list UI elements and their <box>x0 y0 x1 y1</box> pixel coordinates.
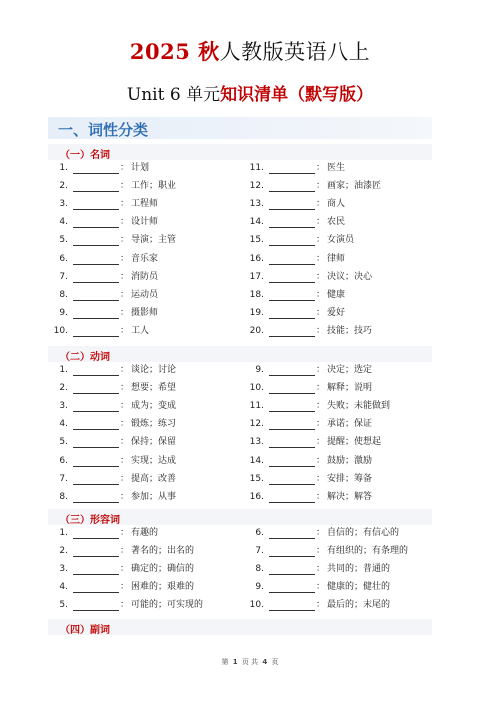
colon-separator: ： <box>316 163 326 173</box>
answer-blank[interactable] <box>269 583 315 593</box>
colon-separator: ： <box>120 600 130 611</box>
colon-separator: ： <box>316 564 326 575</box>
vocab-number: 2. <box>59 383 68 394</box>
vocab-item <box>52 234 176 246</box>
vocab-item <box>248 527 399 539</box>
vocab-number: 5. <box>59 235 68 246</box>
vocab-number: 3. <box>59 199 68 210</box>
vocab-number: 4. <box>59 582 68 593</box>
colon-separator: ： <box>120 401 130 412</box>
chinese-meaning: 成为；变成 <box>131 401 177 412</box>
answer-blank[interactable] <box>73 457 119 467</box>
answer-blank[interactable] <box>269 255 315 265</box>
chinese-meaning: 摄影师 <box>131 307 159 318</box>
title-textbook: 人教版英语八上 <box>219 40 371 64</box>
colon-separator: ： <box>316 289 326 300</box>
vocab-number: 1. <box>59 365 68 375</box>
answer-blank[interactable] <box>73 291 119 301</box>
answer-blank[interactable] <box>269 438 315 448</box>
vocab-number: 8. <box>59 491 68 502</box>
colon-separator: ： <box>316 419 326 430</box>
colon-separator: ： <box>120 163 130 173</box>
document-subtitle <box>0 80 500 105</box>
answer-blank[interactable] <box>269 402 315 412</box>
answer-blank[interactable] <box>73 384 119 394</box>
colon-separator: ： <box>316 365 326 375</box>
chinese-meaning: 有组织的；有条理的 <box>327 546 409 557</box>
vocab-item <box>248 253 345 265</box>
answer-blank[interactable] <box>73 236 119 246</box>
colon-separator: ： <box>316 437 326 448</box>
vocab-item <box>52 563 194 575</box>
vocab-number: 15. <box>249 473 264 484</box>
vocab-item <box>248 271 372 283</box>
vocab-item <box>248 473 372 485</box>
vocab-number: 14. <box>249 217 264 228</box>
chinese-meaning: 消防员 <box>131 271 159 282</box>
chinese-meaning: 安排；筹备 <box>327 473 373 484</box>
colon-separator: ： <box>316 325 326 336</box>
colon-separator: ： <box>120 564 130 575</box>
answer-blank[interactable] <box>269 164 315 174</box>
vocab-number: 9. <box>255 365 264 375</box>
chinese-meaning: 提醒；使想起 <box>327 437 382 448</box>
vocab-number: 11. <box>249 163 264 173</box>
vocab-item <box>248 382 372 394</box>
colon-separator: ： <box>316 383 326 394</box>
colon-separator: ： <box>316 600 326 611</box>
answer-blank[interactable] <box>269 200 315 210</box>
vocab-number: 8. <box>255 564 264 575</box>
vocab-item <box>52 325 149 337</box>
answer-blank[interactable] <box>269 218 315 228</box>
answer-blank[interactable] <box>73 547 119 557</box>
colon-separator: ： <box>120 365 130 375</box>
colon-separator: ： <box>316 235 326 246</box>
vocab-item <box>52 216 158 228</box>
answer-blank[interactable] <box>269 327 315 337</box>
footer-total-pages: 4 <box>262 658 268 666</box>
footer-page-number: 1 <box>232 658 238 666</box>
vocab-item <box>248 455 372 467</box>
chinese-meaning: 承诺；保证 <box>327 419 373 430</box>
colon-separator: ： <box>120 253 130 264</box>
category-label: （四）副词 <box>60 625 110 636</box>
chinese-meaning: 导演；主管 <box>131 235 177 246</box>
answer-blank[interactable] <box>269 493 315 503</box>
vocab-number: 1. <box>59 528 68 538</box>
answer-blank[interactable] <box>269 601 315 611</box>
vocab-item <box>248 364 372 376</box>
chinese-meaning: 保持；保留 <box>131 437 177 448</box>
category-label: （一）名词 <box>60 150 110 161</box>
colon-separator: ： <box>120 455 130 466</box>
colon-separator: ： <box>120 383 130 394</box>
answer-blank[interactable] <box>73 438 119 448</box>
vocab-item <box>52 418 176 430</box>
vocab-item <box>52 253 158 265</box>
colon-separator: ： <box>316 307 326 318</box>
colon-separator: ： <box>316 181 326 192</box>
chinese-meaning: 工程师 <box>131 199 159 210</box>
vocab-item <box>248 599 390 611</box>
colon-separator: ： <box>316 271 326 282</box>
chinese-meaning: 谈论；讨论 <box>131 365 177 375</box>
answer-blank[interactable] <box>269 309 315 319</box>
vocab-item <box>248 198 345 210</box>
vocab-number: 7. <box>255 546 264 557</box>
chinese-meaning: 商人 <box>327 199 346 210</box>
chinese-meaning: 自信的；有信心的 <box>327 528 400 538</box>
vocab-number: 20. <box>249 325 264 336</box>
vocab-item <box>52 382 176 394</box>
chinese-meaning: 设计师 <box>131 217 159 228</box>
vocab-item <box>248 418 372 430</box>
vocab-item <box>248 400 390 412</box>
colon-separator: ： <box>316 253 326 264</box>
vocab-item <box>52 581 194 593</box>
answer-blank[interactable] <box>73 565 119 575</box>
vocab-number: 16. <box>249 491 264 502</box>
vocab-item <box>52 545 194 557</box>
chinese-meaning: 解决；解答 <box>327 491 373 502</box>
answer-blank[interactable] <box>73 529 119 539</box>
answer-blank[interactable] <box>269 529 315 539</box>
vocab-number: 9. <box>59 307 68 318</box>
colon-separator: ： <box>316 491 326 502</box>
answer-blank[interactable] <box>73 200 119 210</box>
colon-separator: ： <box>316 217 326 228</box>
vocab-item <box>52 436 176 448</box>
colon-separator: ： <box>120 181 130 192</box>
chinese-meaning: 著名的；出名的 <box>131 546 195 557</box>
vocab-item <box>248 436 381 448</box>
answer-blank[interactable] <box>73 164 119 174</box>
vocab-item <box>248 491 372 503</box>
vocab-item <box>248 581 390 593</box>
answer-blank[interactable] <box>269 547 315 557</box>
vocab-number: 12. <box>249 419 264 430</box>
vocab-number: 19. <box>249 307 264 318</box>
chinese-meaning: 爱好 <box>327 307 346 318</box>
chinese-meaning: 鼓励；激励 <box>327 455 373 466</box>
vocab-item <box>52 289 158 301</box>
title-year-season: 2025 秋 <box>129 39 220 64</box>
chinese-meaning: 决议；决心 <box>327 271 373 282</box>
answer-blank[interactable] <box>73 255 119 265</box>
answer-blank[interactable] <box>269 366 315 376</box>
vocab-item <box>52 180 176 192</box>
category-label: （二）动词 <box>60 352 110 363</box>
answer-blank[interactable] <box>73 327 119 337</box>
chinese-meaning: 参加；从事 <box>131 491 177 502</box>
chinese-meaning: 决定；选定 <box>327 365 373 375</box>
colon-separator: ： <box>120 419 130 430</box>
chinese-meaning: 实现；达成 <box>131 455 177 466</box>
colon-separator: ： <box>316 582 326 593</box>
colon-separator: ： <box>120 491 130 502</box>
vocab-item <box>248 180 381 192</box>
vocab-number: 6. <box>255 528 264 538</box>
chinese-meaning: 可能的；可实现的 <box>131 600 204 611</box>
footer-prefix: 第 <box>221 658 229 666</box>
answer-blank[interactable] <box>73 420 119 430</box>
vocab-number: 2. <box>59 546 68 557</box>
answer-blank[interactable] <box>73 601 119 611</box>
answer-blank[interactable] <box>269 273 315 283</box>
vocab-number: 13. <box>249 437 264 448</box>
colon-separator: ： <box>316 473 326 484</box>
vocab-item <box>248 307 345 319</box>
vocab-item <box>52 400 176 412</box>
vocab-number: 5. <box>59 600 68 611</box>
colon-separator: ： <box>120 437 130 448</box>
vocab-number: 13. <box>249 199 264 210</box>
answer-blank[interactable] <box>73 402 119 412</box>
vocab-number: 10. <box>53 325 68 336</box>
chinese-meaning: 女演员 <box>327 235 355 246</box>
vocab-number: 4. <box>59 419 68 430</box>
page-footer <box>0 657 500 667</box>
chinese-meaning: 健康的；健壮的 <box>327 582 391 593</box>
chinese-meaning: 锻炼；练习 <box>131 419 177 430</box>
chinese-meaning: 想要；希望 <box>131 383 177 394</box>
colon-separator: ： <box>120 473 130 484</box>
colon-separator: ： <box>120 546 130 557</box>
section-title: 一、词性分类 <box>58 121 149 139</box>
document-title <box>0 36 500 66</box>
vocab-item <box>248 289 345 301</box>
vocab-number: 14. <box>249 455 264 466</box>
answer-blank[interactable] <box>73 182 119 192</box>
vocab-item <box>248 325 372 337</box>
vocab-number: 2. <box>59 181 68 192</box>
vocab-item <box>52 198 158 210</box>
chinese-meaning: 健康 <box>327 289 346 300</box>
chinese-meaning: 失败；未能做到 <box>327 401 391 412</box>
vocab-number: 6. <box>59 455 68 466</box>
vocab-number: 5. <box>59 437 68 448</box>
vocab-number: 8. <box>59 289 68 300</box>
vocab-number: 18. <box>249 289 264 300</box>
vocab-number: 17. <box>249 271 264 282</box>
answer-blank[interactable] <box>269 384 315 394</box>
chinese-meaning: 共同的；普通的 <box>327 564 391 575</box>
vocab-item <box>52 455 176 467</box>
subtitle-type: 知识清单（默写版） <box>220 85 374 105</box>
vocab-number: 12. <box>249 181 264 192</box>
vocab-item <box>52 491 176 503</box>
chinese-meaning: 计划 <box>131 163 150 173</box>
chinese-meaning: 有趣的 <box>131 528 159 538</box>
colon-separator: ： <box>120 199 130 210</box>
vocab-item <box>52 162 149 174</box>
chinese-meaning: 画家；油漆匠 <box>327 181 382 192</box>
answer-blank[interactable] <box>73 583 119 593</box>
colon-separator: ： <box>120 307 130 318</box>
answer-blank[interactable] <box>73 493 119 503</box>
answer-blank[interactable] <box>73 366 119 376</box>
vocab-number: 11. <box>249 401 264 412</box>
vocab-number: 7. <box>59 473 68 484</box>
vocab-item <box>52 271 158 283</box>
answer-blank[interactable] <box>269 236 315 246</box>
vocab-number: 3. <box>59 401 68 412</box>
vocab-item <box>52 364 176 376</box>
vocab-number: 10. <box>249 383 264 394</box>
answer-blank[interactable] <box>269 420 315 430</box>
colon-separator: ： <box>120 325 130 336</box>
answer-blank[interactable] <box>73 273 119 283</box>
footer-middle: 页 共 <box>241 658 259 666</box>
answer-blank[interactable] <box>269 182 315 192</box>
vocab-item <box>248 563 390 575</box>
vocab-number: 6. <box>59 253 68 264</box>
chinese-meaning: 最后的；末尾的 <box>327 600 391 611</box>
vocab-item <box>248 216 345 228</box>
vocab-item <box>248 545 408 557</box>
subtitle-unit: Unit 6 单元 <box>126 85 221 105</box>
answer-blank[interactable] <box>73 218 119 228</box>
chinese-meaning: 工人 <box>131 325 150 336</box>
category-label: （三）形容词 <box>60 515 120 526</box>
vocab-number: 4. <box>59 217 68 228</box>
chinese-meaning: 音乐家 <box>131 253 159 264</box>
vocab-item <box>248 162 345 174</box>
vocab-number: 10. <box>249 600 264 611</box>
footer-suffix: 页 <box>271 658 279 666</box>
vocab-number: 9. <box>255 582 264 593</box>
vocab-item <box>52 527 158 539</box>
chinese-meaning: 运动员 <box>131 289 159 300</box>
vocab-item <box>52 307 158 319</box>
answer-blank[interactable] <box>269 291 315 301</box>
vocab-number: 3. <box>59 564 68 575</box>
chinese-meaning: 工作；职业 <box>131 181 177 192</box>
colon-separator: ： <box>316 528 326 538</box>
vocab-number: 7. <box>59 271 68 282</box>
chinese-meaning: 技能；技巧 <box>327 325 373 336</box>
answer-blank[interactable] <box>269 475 315 485</box>
vocab-item <box>52 473 176 485</box>
colon-separator: ： <box>120 289 130 300</box>
vocab-number: 15. <box>249 235 264 246</box>
vocab-item <box>52 599 203 611</box>
chinese-meaning: 困难的；艰难的 <box>131 582 195 593</box>
vocab-item <box>248 234 354 246</box>
chinese-meaning: 解释；说明 <box>327 383 373 394</box>
chinese-meaning: 农民 <box>327 217 346 228</box>
colon-separator: ： <box>120 217 130 228</box>
colon-separator: ： <box>316 401 326 412</box>
colon-separator: ： <box>120 271 130 282</box>
answer-blank[interactable] <box>269 457 315 467</box>
colon-separator: ： <box>316 199 326 210</box>
chinese-meaning: 律师 <box>327 253 346 264</box>
answer-blank[interactable] <box>73 475 119 485</box>
colon-separator: ： <box>120 235 130 246</box>
answer-blank[interactable] <box>73 309 119 319</box>
colon-separator: ： <box>120 528 130 538</box>
answer-blank[interactable] <box>269 565 315 575</box>
chinese-meaning: 确定的；确信的 <box>131 564 195 575</box>
chinese-meaning: 提高；改善 <box>131 473 177 484</box>
colon-separator: ： <box>316 455 326 466</box>
chinese-meaning: 医生 <box>327 163 346 173</box>
vocab-number: 16. <box>249 253 264 264</box>
colon-separator: ： <box>316 546 326 557</box>
colon-separator: ： <box>120 582 130 593</box>
vocab-number: 1. <box>59 163 68 173</box>
